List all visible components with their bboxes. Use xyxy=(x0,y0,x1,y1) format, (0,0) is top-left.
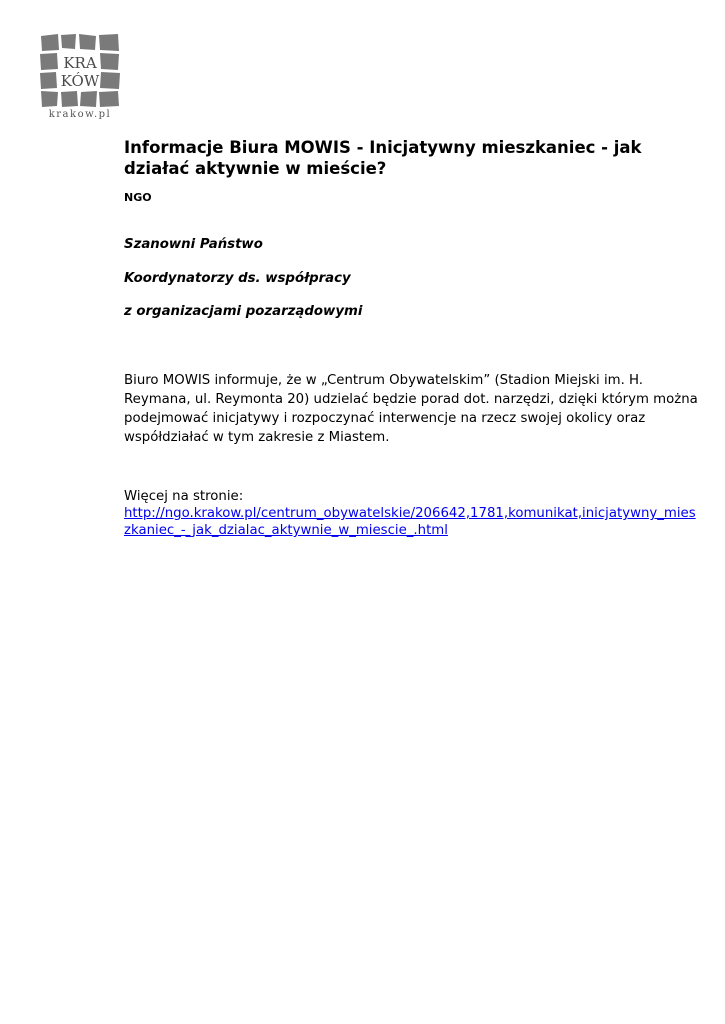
body-line: podejmować inicjatywy i rozpoczynać interwencje na rzecz swojej okolicy oraz xyxy=(124,411,646,426)
logo-text-bottom: KÓW xyxy=(60,72,100,90)
more-info-section xyxy=(124,488,696,539)
greeting-line-2: Koordynatorzy ds. współpracy xyxy=(124,271,351,286)
greeting-line-3: z organizacjami pozarządowymi xyxy=(124,304,363,319)
logo-text-top: KRA xyxy=(63,54,97,72)
body-line: Reymana, ul. Reymonta 20) udzielać będzie porad dot. narzędzi, dzięki którym można xyxy=(124,392,698,407)
article-link-line-2[interactable]: zkaniec_-_jak_dzialac_aktywnie_w_miescie_.html xyxy=(124,523,448,538)
body-line: Biuro MOWIS informuje, że w „Centrum Obywatelskim” (Stadion Miejski im. H. xyxy=(124,373,644,388)
article-link-line-1[interactable]: http://ngo.krakow.pl/centrum_obywatelskie/206642,1781,komunikat,inicjatywny_mies xyxy=(124,506,696,521)
krakow-logo xyxy=(38,32,122,124)
krakow-logo-icon xyxy=(38,32,122,108)
article-title: Informacje Biura MOWIS - Inicjatywny mieszkaniec - jak działać aktywnie w mieście? xyxy=(124,138,642,178)
greeting-line-1: Szanowni Państwo xyxy=(124,237,263,252)
body-line: współdziałać w tym zakresie z Miastem. xyxy=(124,430,390,445)
article-body xyxy=(124,371,698,447)
more-info-label: Więcej na stronie: xyxy=(124,489,244,504)
logo-caption: krakow.pl xyxy=(48,109,112,120)
category-label: NGO xyxy=(124,191,152,204)
